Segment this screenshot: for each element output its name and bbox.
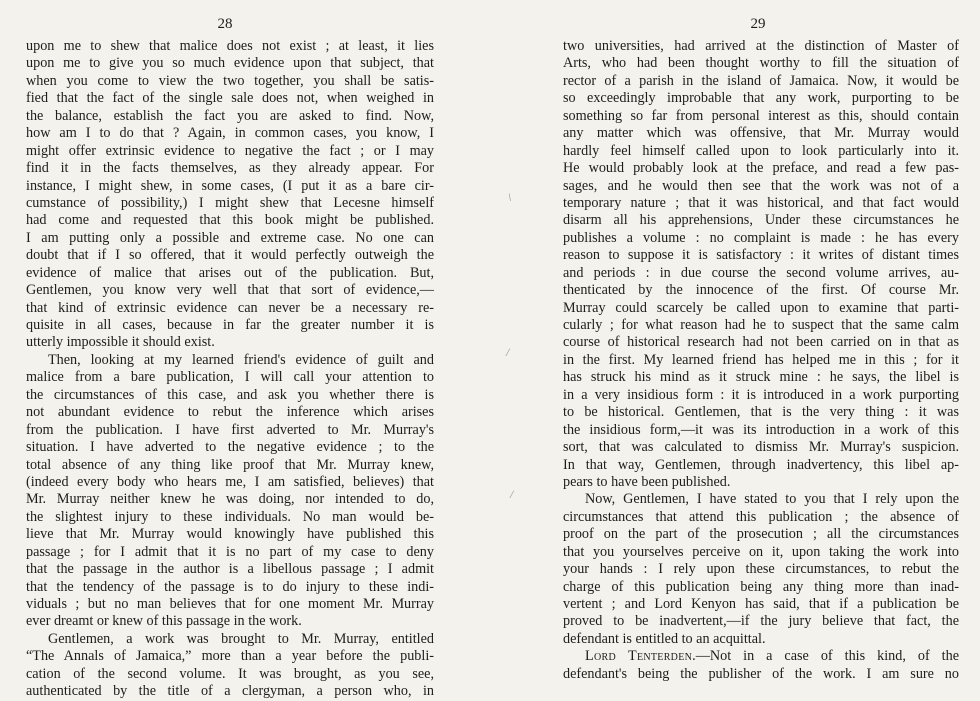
speaker-name: Lord Tenterden xyxy=(585,648,693,665)
text-line: doubt that if I so offered, that it would perfectly outweigh the xyxy=(26,247,434,264)
text-line: the slightest injury to these individuals. No man would be- xyxy=(26,508,434,525)
text-line: utterly impossible it should exist. xyxy=(26,334,215,351)
text-line: proved to be inadvertent,—if the jury believe that fact, the xyxy=(563,613,959,630)
text-line: Gentlemen, you know very well that that sort of evidence,— xyxy=(26,282,434,299)
text-line: I am putting only a possible and extreme case. No one can xyxy=(26,229,434,246)
line-text: .—Not in a case of this kind, of the xyxy=(692,648,959,665)
text-line: Then, looking at my learned friend's evidence of guilt and xyxy=(48,351,434,368)
text-line: any matter which was offensive, that Mr. Murray would xyxy=(563,125,959,142)
text-line: Mr. Murray neither knew he was doing, nor intended to do, xyxy=(26,491,434,508)
text-line: that the passage in the author is a libellous passage ; I admit xyxy=(26,561,434,578)
text-line: Arts, who had been thought worthy to fill the situation of xyxy=(563,55,959,72)
text-line: cation of the second volume. It was brought, as you see, xyxy=(26,665,434,682)
text-line: publishes a volume : no complaint is made : he has every xyxy=(563,229,959,246)
text-line: course of historical research had not been carried on in that as xyxy=(563,334,959,351)
text-line: not abundant evidence to rebut the inference which arises xyxy=(26,404,434,421)
text-line: thenticated by the innocence of the first. Of course Mr. xyxy=(563,282,959,299)
text-line: two universities, had arrived at the distinction of Master of xyxy=(563,38,959,54)
text-line: circumstances that attend this publication ; the absence of xyxy=(563,508,959,525)
text-line: had come and requested that this book might be published. xyxy=(26,212,434,229)
text-line: Now, Gentlemen, I have stated to you that I rely upon the xyxy=(585,491,959,508)
text-line: vertent ; and Lord Kenyon has said, that if a publication be xyxy=(563,596,959,612)
text-line: that kind of extrinsic evidence can never be a necessary re- xyxy=(26,299,434,316)
text-line: viduals ; but no man believes that for one moment Mr. Murray xyxy=(26,596,434,612)
text-line: Murray could scarcely be called upon to examine that parti- xyxy=(563,299,959,316)
text-line: that the tendency of the passage is to do injury to these indi- xyxy=(26,578,434,595)
text-line: (indeed every body who hears me, I am satisfied, believes) that xyxy=(26,473,434,490)
text-line xyxy=(563,648,959,665)
left-page-text xyxy=(26,38,434,701)
text-line: hardly feel himself called upon to look particularly into it. xyxy=(563,142,959,159)
page-number: 29 xyxy=(750,16,766,32)
right-page xyxy=(490,0,980,699)
text-line: evidence of malice that arises out of the publication. But, xyxy=(26,264,434,281)
text-line: and periods : in due course the second volume arrives, au- xyxy=(563,264,959,281)
text-line: sort, that was calculated to dismiss Mr. Murray's suspicion. xyxy=(563,439,959,456)
text-line: in the first. My learned friend has helped me in this ; for it xyxy=(563,351,959,368)
text-line: find it in the facts themselves, as they already appear. For xyxy=(26,160,434,177)
text-line: sages, and he would then see that the work was not of a xyxy=(563,177,959,194)
text-line: cularly ; for what reason had he to suspect that the same calm xyxy=(563,317,959,333)
text-line: situation. I have adverted to the negative evidence ; to the xyxy=(26,439,434,456)
text-line: when you come to view the two together, you shall be satis- xyxy=(26,72,434,89)
text-line: rector of a parish in the island of Jamaica. Now, it would be xyxy=(563,72,959,89)
text-line: that you yourselves perceive on it, upon taking the work into xyxy=(563,543,959,560)
text-line: authenticated by the title of a clergyman, a person who, in xyxy=(26,683,434,700)
text-line: ever dreamt or knew of this passage in the work. xyxy=(26,613,302,630)
left-page xyxy=(0,0,490,699)
text-line: the balance, establish the fact you are asked to find. Now, xyxy=(26,107,434,124)
text-line: total absence of any thing like proof that Mr. Murray knew, xyxy=(26,456,434,473)
text-line: passage ; for I admit that it is no part of my case to deny xyxy=(26,543,434,560)
text-line: upon me to give you so much evidence upon that subject, that xyxy=(26,55,434,72)
text-line: charge of this publication being any thing more than inad- xyxy=(563,578,959,595)
text-line: your hands : I rely upon these circumstances, to rebut the xyxy=(563,561,959,578)
gutter-mark: / xyxy=(510,487,514,501)
gutter-mark: / xyxy=(506,345,510,359)
text-line: lieve that Mr. Murray would knowingly have published this xyxy=(26,526,434,543)
text-line: reason to suppose it is satisfactory : it writes of distant times xyxy=(563,247,959,264)
text-line: something so far from personal interest as this, should contain xyxy=(563,107,959,124)
text-line: temporary nature ; that it was historical, and that fact would xyxy=(563,194,959,211)
text-line: from the publication. I have first adverted to Mr. Murray's xyxy=(26,421,434,438)
right-page-text xyxy=(563,38,959,683)
text-line: instance, I might shew, in some cases, (I put it as a bare cir- xyxy=(26,177,434,194)
text-line: disarm all his apprehensions, Under these circumstances he xyxy=(563,212,959,229)
text-line: pears to have been published. xyxy=(563,473,731,490)
text-line: defendant is entitled to an acquittal. xyxy=(563,630,766,647)
text-line: in a very insidious form : it is introduced in a work purporting xyxy=(563,386,959,403)
text-line: He would probably look at the preface, and read a few pas- xyxy=(563,160,959,177)
text-line: proof on the part of the prosecution ; all the circumstances xyxy=(563,526,959,543)
text-line: might offer extrinsic evidence to negative the fact ; or I may xyxy=(26,142,434,159)
text-line: In that way, Gentlemen, through inadvertency, this libel ap- xyxy=(563,456,959,473)
text-line: the circumstances of this case, and ask you whether there is xyxy=(26,386,434,403)
text-line: defendant's being the publisher of the work. I am sure no xyxy=(563,665,959,682)
text-line: cumstance of possibility,) I might shew that Lecesne himself xyxy=(26,194,434,211)
text-line: so exceedingly improbable that any work, purporting to be xyxy=(563,90,959,107)
text-line: “The Annals of Jamaica,” more than a year before the publi- xyxy=(26,648,434,665)
text-line: to be historical. Gentlemen, that is the very thing : it was xyxy=(563,404,959,421)
text-line: quisite in all cases, because in far the greater number it is xyxy=(26,317,434,333)
text-line: fied that the fact of the single sale does not, when weighed in xyxy=(26,90,434,107)
text-line: the insidious form,—it was its introduction in a work of this xyxy=(563,421,959,438)
text-line: has struck his mind as it struck mine : he says, the libel is xyxy=(563,369,959,386)
gutter-mark: \ xyxy=(508,190,512,204)
page-number: 28 xyxy=(217,16,233,32)
text-line: upon me to shew that malice does not exist ; at least, it lies xyxy=(26,38,434,54)
text-line: malice from a bare publication, I will call your attention to xyxy=(26,369,434,386)
text-line: Gentlemen, a work was brought to Mr. Murray, entitled xyxy=(48,630,434,647)
text-line: how am I to do that ? Again, in common cases, you know, I xyxy=(26,125,434,142)
